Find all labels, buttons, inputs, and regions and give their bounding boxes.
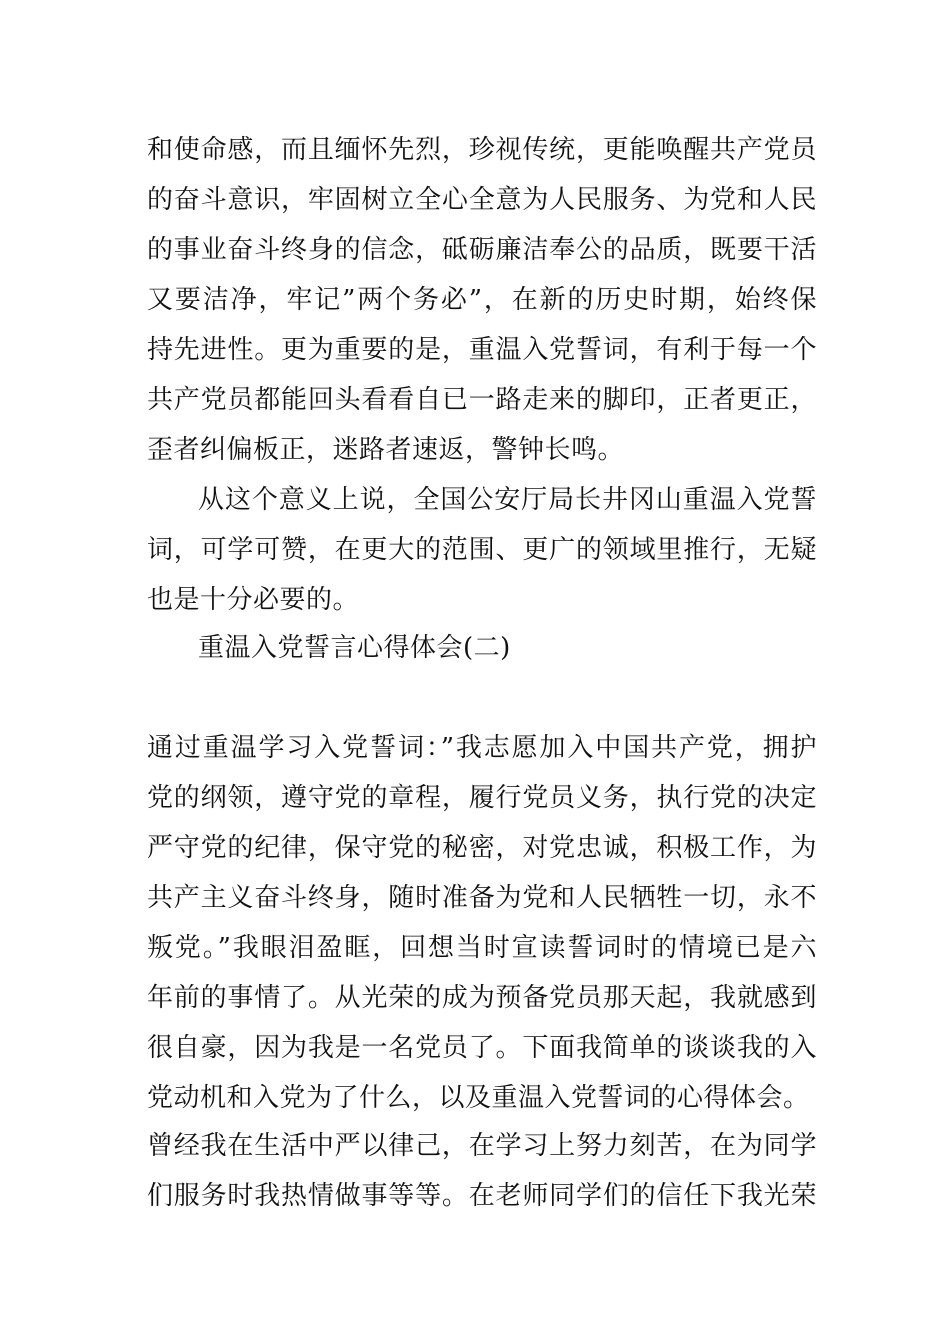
text-line: 词，可学可赞，在更大的范围、更广的领域里推行，无疑 xyxy=(147,535,817,565)
text-line: 年前的事情了。从光荣的成为预备党员那天起，我就感到 xyxy=(147,983,817,1013)
text-line: 很自豪，因为我是一名党员了。下面我简单的谈谈我的入 xyxy=(147,1033,817,1063)
text-line: 的事业奋斗终身的信念，砥砺廉洁奉公的品质，既要干活 xyxy=(147,235,817,265)
text-line: 和使命感，而且缅怀先烈，珍视传统，更能唤醒共产党员 xyxy=(147,135,817,165)
text-line: 叛党。”我眼泪盈眶，回想当时宣读誓词时的情境已是六 xyxy=(147,933,817,963)
text-line: 歪者纠偏板正，迷路者速返，警钟长鸣。 xyxy=(147,435,625,465)
text-line: 通过重温学习入党誓词：”我志愿加入中国共产党，拥护 xyxy=(147,733,817,763)
text-line: 的奋斗意识，牢固树立全心全意为人民服务、为党和人民 xyxy=(147,185,817,215)
text-line: 严守党的纪律，保守党的秘密，对党忠诚，积极工作，为 xyxy=(147,833,817,863)
text-line: 从这个意义上说，全国公安厅局长井冈山重温入党誓 xyxy=(198,485,817,515)
text-line: 党的纲领，遵守党的章程，履行党员义务，执行党的决定 xyxy=(147,783,817,813)
text-line: 党动机和入党为了什么，以及重温入党誓词的心得体会。 xyxy=(147,1083,810,1113)
text-line: 也是十分必要的。 xyxy=(147,585,360,615)
text-line: 共产主义奋斗终身，随时准备为党和人民牺牲一切，永不 xyxy=(147,883,817,913)
text-line: 又要洁净，牢记”两个务必”，在新的历史时期，始终保 xyxy=(147,285,817,315)
text-line: 曾经我在生活中严以律己，在学习上努力刻苦，在为同学 xyxy=(147,1131,817,1161)
text-line: 持先进性。更为重要的是，重温入党誓词，有利于每一个 xyxy=(147,335,817,365)
section-heading: 重温入党誓言心得体会(二) xyxy=(198,633,511,663)
text-line: 共产党员都能回头看看自已一路走来的脚印，正者更正， xyxy=(147,385,817,415)
text-line: 们服务时我热情做事等等。在老师同学们的信任下我光荣 xyxy=(147,1181,817,1211)
